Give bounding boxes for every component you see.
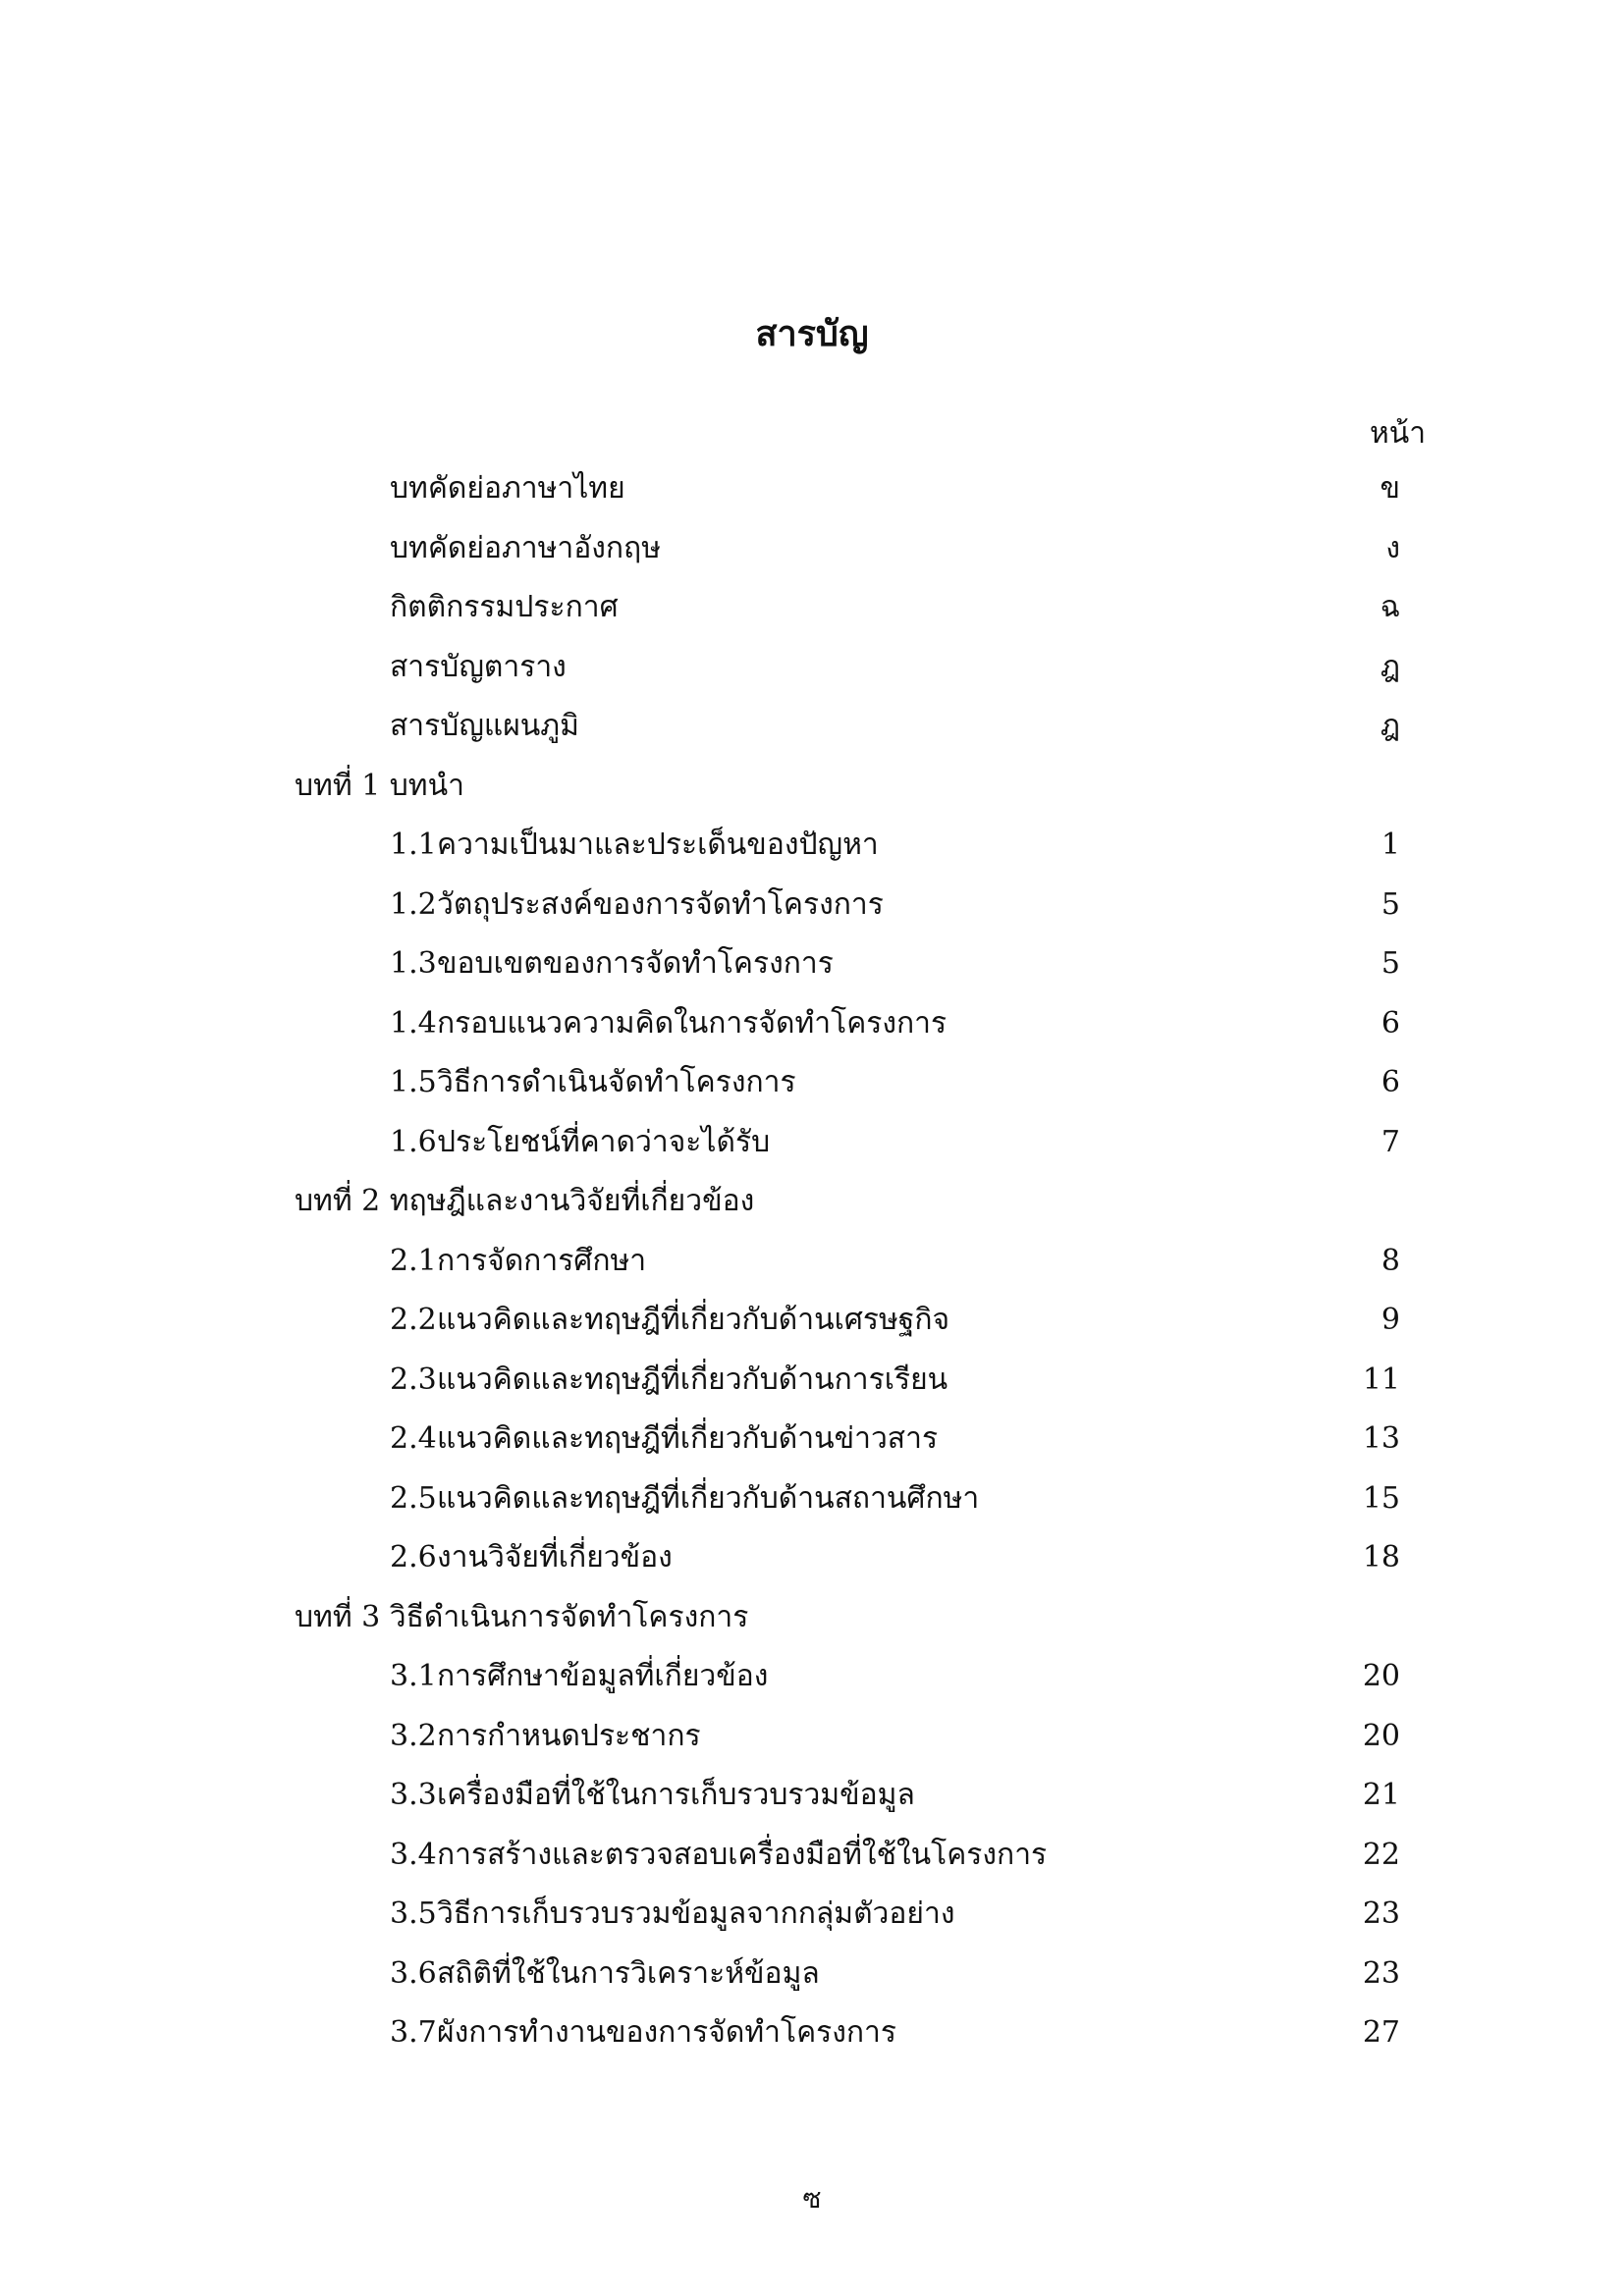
toc-page-number: ฉ (1380, 590, 1400, 624)
toc-page-number: 5 (1380, 946, 1400, 981)
toc-entry-label: กิตติกรรมประกาศ (390, 590, 619, 624)
toc-section-number: 2.5 (390, 1480, 437, 1516)
toc-page-number: ฎ (1380, 709, 1400, 743)
table-of-contents (0, 459, 1624, 2063)
toc-entry-label: สารบัญแผนภูมิ (390, 709, 579, 743)
toc-entry-label: แนวคิดและทฤษฎีที่เกี่ยวกับด้านข่าวสาร (437, 1421, 939, 1456)
toc-chapter-row (0, 757, 1624, 817)
toc-section-row (0, 1885, 1624, 1945)
toc-entry-label: บทคัดย่อภาษาอังกฤษ (390, 530, 661, 565)
toc-entry-label: งานวิจัยที่เกี่ยวข้อง (437, 1540, 673, 1575)
toc-section-row (0, 1053, 1624, 1113)
toc-section-number: 3.6 (390, 1955, 437, 1991)
toc-entry-label: แนวคิดและทฤษฎีที่เกี่ยวกับด้านสถานศึกษา (437, 1480, 980, 1516)
toc-section-number: 3.4 (390, 1837, 437, 1872)
toc-entry-label: บทคัดย่อภาษาไทย (390, 471, 625, 506)
toc-page-number: ฎ (1380, 649, 1400, 684)
toc-page-number: 23 (1362, 1955, 1400, 1991)
toc-entry-label: ประโยชน์ที่คาดว่าจะได้รับ (437, 1124, 771, 1159)
toc-entry-label: ความเป็นมาและประเด็นของปัญหา (437, 828, 879, 862)
toc-page-number: 20 (1362, 1718, 1400, 1753)
toc-entry-label: ผังการทำงานของการจัดทำโครงการ (437, 2015, 897, 2050)
page-folio: ซ (802, 2182, 822, 2215)
toc-page-number: 1 (1380, 828, 1400, 862)
toc-section-row (0, 994, 1624, 1054)
page-column-header: หน้า (1370, 416, 1427, 451)
toc-chapter-row (0, 1588, 1624, 1648)
toc-section-row (0, 2003, 1624, 2063)
toc-section-number: 3.2 (390, 1718, 437, 1753)
toc-section-number: 1.6 (390, 1124, 437, 1159)
toc-entry-label: ขอบเขตของการจัดทำโครงการ (437, 946, 834, 981)
toc-section-row (0, 1945, 1624, 2004)
toc-section-row (0, 1528, 1624, 1588)
toc-entry-label: วิธีการดำเนินจัดทำโครงการ (437, 1065, 796, 1099)
toc-section-number: 2.2 (390, 1303, 437, 1337)
toc-front-row (0, 578, 1624, 638)
toc-front-row (0, 697, 1624, 757)
page-title: สารบัญ (755, 313, 869, 354)
toc-entry-label: การจัดการศึกษา (437, 1243, 647, 1278)
toc-section-number: 1.2 (390, 886, 437, 922)
toc-page-number: 5 (1380, 886, 1400, 922)
toc-section-number: 2.6 (390, 1540, 437, 1575)
toc-page-number: 13 (1362, 1421, 1400, 1456)
toc-page-number: 11 (1362, 1362, 1400, 1397)
toc-entry-label: กรอบแนวความคิดในการจัดทำโครงการ (437, 1005, 947, 1041)
toc-entry-label: เครื่องมือที่ใช้ในการเก็บรวบรวมข้อมูล (437, 1778, 915, 1812)
toc-entry-label: บทที่ 3 วิธีดำเนินการจัดทำโครงการ (295, 1599, 749, 1634)
toc-entry-label: แนวคิดและทฤษฎีที่เกี่ยวกับด้านการเรียน (437, 1362, 948, 1397)
toc-section-number: 3.7 (390, 2015, 437, 2050)
toc-page-number: ข (1380, 471, 1400, 506)
toc-section-row (0, 1351, 1624, 1411)
toc-page-number: 8 (1380, 1243, 1400, 1278)
toc-page-number: 9 (1380, 1303, 1400, 1337)
toc-page-number: 21 (1362, 1778, 1400, 1812)
toc-page-number: 7 (1380, 1124, 1400, 1159)
toc-section-row (0, 934, 1624, 994)
toc-entry-label: บทที่ 2 ทฤษฎีและงานวิจัยที่เกี่ยวข้อง (295, 1184, 755, 1218)
toc-section-row (0, 1232, 1624, 1292)
toc-section-row (0, 1291, 1624, 1351)
toc-section-number: 3.3 (390, 1778, 437, 1812)
toc-section-number: 2.1 (390, 1243, 437, 1278)
toc-section-row (0, 1707, 1624, 1767)
toc-page-number: 6 (1380, 1005, 1400, 1041)
toc-section-number: 1.1 (390, 828, 437, 862)
toc-section-row (0, 876, 1624, 935)
toc-page-number: 23 (1362, 1896, 1400, 1931)
toc-page-number: 27 (1362, 2015, 1400, 2050)
toc-section-row (0, 1826, 1624, 1886)
toc-page-number: 18 (1362, 1540, 1400, 1575)
toc-chapter-row (0, 1172, 1624, 1232)
toc-entry-label: สารบัญตาราง (390, 649, 567, 684)
toc-entry-label: การกำหนดประชากร (437, 1718, 701, 1753)
toc-section-number: 3.5 (390, 1896, 437, 1931)
toc-section-number: 1.3 (390, 946, 437, 981)
toc-entry-label: บทที่ 1 บทนำ (295, 768, 464, 803)
toc-front-row (0, 638, 1624, 698)
toc-entry-label: แนวคิดและทฤษฎีที่เกี่ยวกับด้านเศรษฐกิจ (437, 1303, 950, 1337)
toc-page-number: 6 (1380, 1065, 1400, 1099)
toc-entry-label: วัตถุประสงค์ของการจัดทำโครงการ (437, 886, 884, 922)
toc-section-row (0, 1647, 1624, 1707)
toc-page-number: 15 (1362, 1480, 1400, 1516)
toc-section-row (0, 1410, 1624, 1469)
toc-page-number: 20 (1362, 1659, 1400, 1693)
toc-section-number: 1.4 (390, 1005, 437, 1041)
toc-front-row (0, 519, 1624, 579)
toc-section-number: 2.3 (390, 1362, 437, 1397)
toc-entry-label: สถิติที่ใช้ในการวิเคราะห์ข้อมูล (437, 1955, 820, 1991)
toc-section-number: 1.5 (390, 1065, 437, 1099)
toc-front-row (0, 459, 1624, 519)
toc-page-number: 22 (1362, 1837, 1400, 1872)
toc-section-number: 3.1 (390, 1659, 437, 1693)
toc-section-row (0, 1766, 1624, 1826)
toc-entry-label: การศึกษาข้อมูลที่เกี่ยวข้อง (437, 1659, 769, 1693)
toc-section-row (0, 1113, 1624, 1173)
toc-section-row (0, 1469, 1624, 1529)
toc-entry-label: การสร้างและตรวจสอบเครื่องมือที่ใช้ในโครงการ (437, 1837, 1048, 1872)
toc-page-number: ง (1385, 530, 1400, 565)
toc-section-row (0, 816, 1624, 876)
toc-entry-label: วิธีการเก็บรวบรวมข้อมูลจากกลุ่มตัวอย่าง (437, 1896, 955, 1931)
toc-section-number: 2.4 (390, 1421, 437, 1456)
